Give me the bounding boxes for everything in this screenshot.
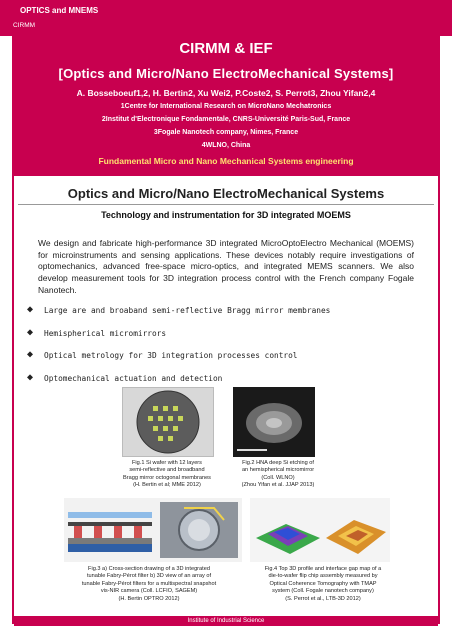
list-item: ◆ Optical metrology for 3D integration processes control bbox=[27, 349, 298, 360]
author-list: A. Bosseboeuf1,2, H. Bertin2, Xu Wei2, P.Coste2, S. Perrot3, Zhou Yifan2,4 bbox=[76, 88, 376, 98]
page-title: CIRMM & IEF bbox=[179, 40, 273, 57]
profile-3d-graphic bbox=[250, 498, 390, 562]
figure-1-caption: Fig.1 Si wafer with 12 layers semi-reflective and broadband Bragg mirror octogonal membranes (H. Bertin et al; MME 2012) bbox=[123, 460, 211, 489]
diamond-bullet-icon: ◆ bbox=[27, 371, 34, 383]
figure-4-caption: Fig.4 Top 3D profile and interface gap map of a die-to-wafer flip chip assembly measured by Optical Coherence Tomography with TMAP system (Coll. Fogale nanotech company) (S. Perrot et al., LTB-3D 2012) bbox=[264, 566, 382, 602]
wafer-graphic bbox=[123, 388, 213, 456]
research-field: Fundamental Micro and Nano Mechanical Systems engineering bbox=[98, 156, 354, 166]
affiliation-2: 2Institut d'Electronique Fondamentale, CNRS-Université Paris-Sud, France bbox=[101, 116, 351, 123]
affiliation-3: 3Fogale Nanotech company, Nimes, France bbox=[153, 129, 299, 136]
top-bar bbox=[0, 0, 452, 36]
diamond-bullet-icon: ◆ bbox=[27, 349, 34, 360]
figure-3-caption: Fig.3 a) Cross-section drawing of a 3D integrated tunable Fabry-Pérot filter b) 3D view of an array of tunable Fabry-Pérot filters for a multispectral snapshot vis-NIR camera (Coll. LCFIO, SAGEM) (H. Bertin OPTRO 2012) bbox=[81, 566, 217, 602]
section-subtitle: Technology and instrumentation for 3D integrated MOEMS bbox=[101, 210, 351, 220]
bullet-list bbox=[27, 306, 427, 396]
affiliation-1: 1Centre for International Research on MicroNano Mechatronics bbox=[120, 103, 332, 110]
fabry-perot-graphic bbox=[64, 498, 242, 562]
lab-tag: CIRMM bbox=[13, 22, 36, 29]
page-subtitle: [Optics and Micro/Nano ElectroMechanical Systems] bbox=[58, 66, 394, 81]
figure-4-image bbox=[250, 498, 390, 562]
header-block bbox=[14, 36, 438, 176]
list-item: ◆ Hemispherical micromirrors bbox=[27, 326, 167, 338]
figure-1-image bbox=[122, 387, 214, 457]
diamond-bullet-icon: ◆ bbox=[27, 304, 34, 315]
sem-graphic bbox=[233, 387, 315, 457]
affiliation-4: 4WLNO, China bbox=[201, 142, 251, 149]
description-paragraph: We design and fabricate high-performance 3D integrated MicroOptoElectro Mechanical (MOEMS) for microinstruments and sensing applications. These devices notably require investigations of optomechanics, advanced free-space micro-optics, and integrated MEMS scanners. We also develop measurement tools for 3D integration process control with the French company Fogale Nanotech. bbox=[38, 238, 414, 295]
section-label: OPTICS and MNEMS bbox=[20, 6, 99, 15]
figure-2-image bbox=[233, 387, 315, 457]
figure-3-image bbox=[64, 498, 242, 562]
diamond-bullet-icon: ◆ bbox=[27, 326, 34, 338]
list-item: ◆ Large are and broaband semi-reflective Bragg mirror membranes bbox=[27, 304, 331, 315]
list-item: ◆ Optomechanical actuation and detection bbox=[27, 371, 223, 383]
footer-bar bbox=[14, 616, 438, 626]
institute-name: Institute of Industrial Science bbox=[187, 618, 265, 624]
divider bbox=[18, 204, 434, 205]
section-title: Optics and Micro/Nano ElectroMechanical Systems bbox=[67, 186, 385, 201]
figure-2-caption: Fig.2 HNA deep Si etching of an hemispherical micromirror (Coll. WLNO) (Zhou Yifan et al. JJAP 2013) bbox=[241, 460, 315, 489]
